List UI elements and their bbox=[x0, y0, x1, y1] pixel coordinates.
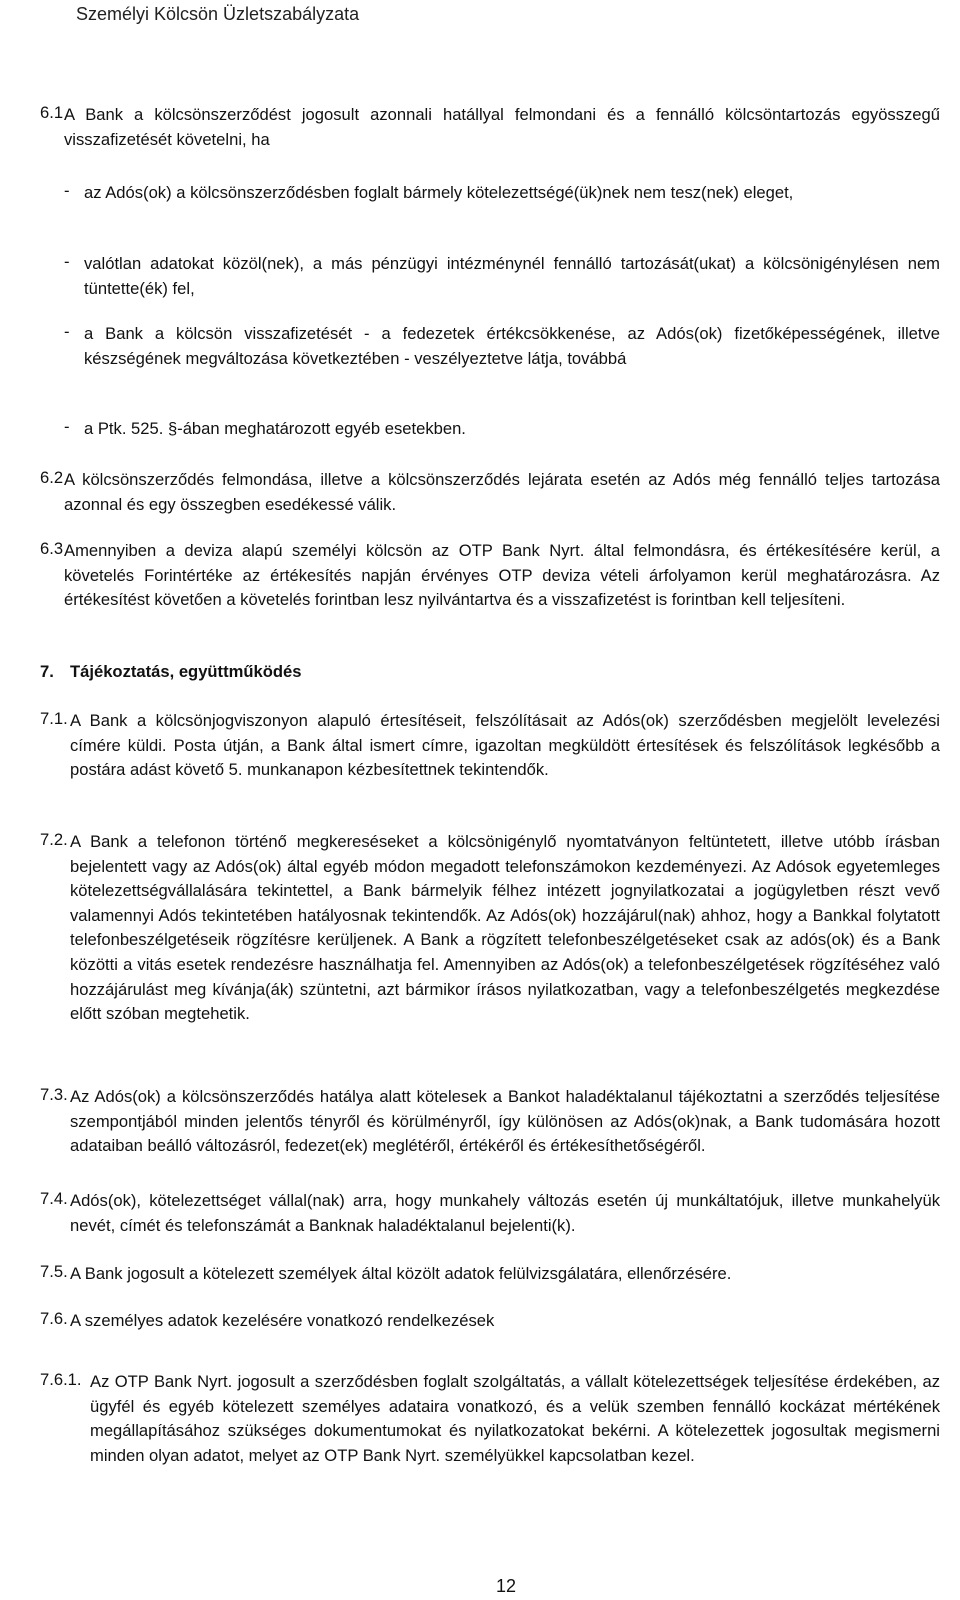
section-text: Amennyiben a deviza alapú személyi kölcsön az OTP Bank Nyrt. által felmondásra, és értékesítésére kerül, a követelés Forintértéke az értékesítés napján érvényes OTP deviza vételi árfolyamon kerül meghatározásra. Az értékesítést követően a követelés forintban lesz nyilvántartva és a visszafizetést is forintban kell teljesíteni. bbox=[64, 541, 940, 610]
bullet-item: valótlan adatokat közöl(nek), a más pénzügyi intézménynél fennálló tartozását(ukat) a kölcsönigénylésen nem tüntette(ék) fel, bbox=[84, 254, 940, 298]
section-text: Az OTP Bank Nyrt. jogosult a szerződésben foglalt szolgáltatás, a vállalt kötelezettségek teljesítése érdekében, az ügyfél és egyéb kötelezett személyes adataira vonatkozó, és a velük szemben fennálló kockázat mértékének megállapításához szükséges dokumentumokat és nyilatkozatokat bekérni. A kötelezettek jogosultak megismerni minden olyan adatot, melyet az OTP Bank Nyrt. személyükkel kapcsolatban kezel. bbox=[90, 1372, 940, 1465]
section-number: 7.3. bbox=[40, 1085, 68, 1104]
section-number: 6.1 bbox=[40, 103, 64, 122]
section-number: 7.5. bbox=[40, 1262, 68, 1281]
chapter-title: Tájékoztatás, együttműködés bbox=[70, 662, 302, 681]
bullet-item: az Adós(ok) a kölcsönszerződésben foglalt bármely kötelezettségé(ük)nek nem tesz(nek) eleget, bbox=[84, 183, 794, 202]
section-number: 7.2. bbox=[40, 830, 68, 849]
section-text: A Bank a telefonon történő megkereséseket a kölcsönigénylő nyomtatványon feltüntetett, illetve utóbb írásban bejelentett vagy az Adós(ok) által egyéb módon megadott telefonszámokon kezdeményezi. Az Adósok egyetemleges kötelezettségvállalására tekintettel, a Bank bármelyik félhez intézett jognyilatkozatai a jogügyletben részt vevő valamennyi Adós tekintetében hatályosnak tekintendők. Az Adós(ok) hozzájárul(nak) ahhoz, hogy a Bankkal folytatott telefonbeszélgetéseik rögzítésre kerüljenek. A Bank a rögzített telefonbeszélgetéseket csak az adós(ok) és a Bank közötti a vitás esetek rendezésre használhatja fel. Amennyiben az Adós(ok) a telefonbeszélgetések rögzítéséhez való hozzájárulást meg kívánja(ák) szüntetni, azt bármikor írásos nyilatkozatban, vagy a telefonbeszélgetés megkezdése előtt szóban megtehetik. bbox=[70, 832, 940, 1024]
section-text: Az Adós(ok) a kölcsönszerződés hatálya alatt kötelesek a Bankot haladéktalanul tájékoztatni a szerződés teljesítése szempontjából minden jelentős tényről és körülményről, így különösen az Adós(ok)nak, a Bank tudomására hozott adataiban beálló változásról, fedezet(ek) meglétéről, értékéről és értékesíthetőségéről. bbox=[70, 1087, 940, 1156]
section-number: 7.6. bbox=[40, 1309, 68, 1328]
section-number: 7.4. bbox=[40, 1189, 68, 1208]
section-text: A Bank jogosult a kötelezett személyek által közölt adatok felülvizsgálatára, ellenőrzésére. bbox=[70, 1264, 732, 1283]
section-text: Adós(ok), kötelezettséget vállal(nak) arra, hogy munkahely változás esetén új munkáltatójuk, illetve munkahelyük nevét, címét és telefonszámát a Banknak haladéktalanul bejelenti(k). bbox=[70, 1191, 940, 1235]
section-number: 7.1. bbox=[40, 709, 68, 728]
page-number: 12 bbox=[495, 1576, 517, 1596]
section-number: 6.3 bbox=[40, 539, 64, 558]
section-number: 6.2 bbox=[40, 468, 64, 487]
bullet-dash: - bbox=[64, 181, 70, 200]
bullet-item: a Bank a kölcsön visszafizetését - a fedezetek értékcsökkenése, az Adós(ok) fizetőképességének, illetve készségének megváltozása következtében - veszélyeztetve látja, továbbá bbox=[84, 324, 940, 368]
chapter-number: 7. bbox=[40, 662, 54, 681]
bullet-dash: - bbox=[64, 322, 70, 341]
section-text: A kölcsönszerződés felmondása, illetve a kölcsönszerződés lejárata esetén az Adós még fennálló teljes tartozása azonnal és egy összegben esedékessé válik. bbox=[64, 470, 940, 514]
bullet-dash: - bbox=[64, 252, 70, 271]
page-header: Személyi Kölcsön Üzletszabályzata bbox=[76, 4, 360, 24]
bullet-item: a Ptk. 525. §-ában meghatározott egyéb esetekben. bbox=[84, 419, 466, 438]
section-text: A személyes adatok kezelésére vonatkozó rendelkezések bbox=[70, 1311, 495, 1330]
section-number: 7.6.1. bbox=[40, 1370, 82, 1389]
bullet-dash: - bbox=[64, 417, 70, 436]
section-text: A Bank a kölcsönjogviszonyon alapuló értesítéseit, felszólításait az Adós(ok) szerződésben megjelölt levelezési címére küldi. Posta útján, a Bank által ismert címre, igazoltan megküldött értesítések és felszólítások legkésőbb a postára adást követő 5. munkanapon kézbesítettnek tekintendők. bbox=[70, 711, 940, 780]
section-text: A Bank a kölcsönszerződést jogosult azonnali hatállyal felmondani és a fennálló kölcsöntartozás egyösszegű visszafizetését követelni, ha bbox=[64, 105, 940, 149]
